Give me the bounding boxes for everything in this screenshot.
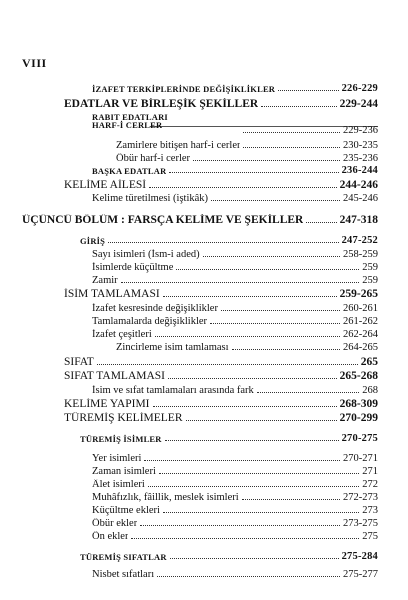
toc-title: Küçültme ekleri — [92, 505, 160, 516]
leader-dots — [121, 282, 360, 283]
toc-pages: 270-299 — [339, 412, 378, 424]
toc-pages: 229-244 — [339, 98, 378, 110]
leader-dots — [221, 310, 340, 311]
toc-entry — [92, 566, 378, 580]
toc-pages: 259 — [362, 275, 378, 286]
leader-dots — [203, 256, 340, 257]
leader-dots — [155, 336, 340, 337]
toc-title: TÜREMİŞ KELİMELER — [64, 412, 183, 424]
leader-dots — [159, 473, 359, 474]
toc-title: Zincirleme isim tamlaması — [116, 342, 229, 353]
toc-entry — [64, 177, 378, 191]
toc-title: Tamlamalarda değişiklikler — [92, 316, 208, 327]
leader-dots — [306, 222, 336, 223]
toc-title: Zaman isimleri — [92, 466, 156, 477]
leader-dots — [163, 296, 337, 297]
toc-pages: 270-275 — [341, 433, 378, 444]
leader-dots — [242, 499, 340, 500]
leader-dots — [157, 576, 340, 577]
toc-entry — [92, 528, 378, 542]
toc-pages: 264-265 — [343, 342, 378, 353]
toc-entry — [92, 162, 378, 176]
toc-title: İSİM TAMLAMASI — [64, 288, 160, 300]
toc-pages: 260-261 — [343, 303, 378, 314]
toc-pages: 259-265 — [339, 288, 378, 300]
toc-entry — [80, 430, 378, 444]
toc-entry — [92, 80, 378, 94]
toc-entry — [64, 286, 378, 300]
toc-entry — [92, 489, 378, 503]
leader-dots — [278, 90, 338, 91]
page-number: VIII — [22, 56, 47, 70]
leader-dots — [149, 187, 337, 188]
toc-pages: 275-277 — [343, 569, 378, 580]
toc-pages: 268-309 — [339, 398, 378, 410]
toc-entry — [92, 476, 378, 490]
toc-pages: 265 — [360, 356, 378, 368]
leader-dots — [148, 486, 359, 487]
toc-title: BAŞKA EDATLAR — [92, 166, 167, 176]
leader-dots — [97, 364, 358, 365]
toc-entry — [64, 368, 378, 382]
toc-entry — [64, 396, 378, 410]
leader-dots — [108, 242, 339, 243]
toc-title: Ön ekler — [92, 531, 129, 542]
leader-dots — [210, 323, 340, 324]
leader-dots — [176, 269, 359, 270]
toc-pages: 275-284 — [341, 551, 378, 562]
toc-title: İsim ve sıfat tamlamaları arasında fark — [92, 385, 254, 396]
toc-title: Sayı isimleri (İsm-i aded) — [92, 249, 200, 260]
toc-entry — [92, 515, 378, 529]
toc-title: Öbür harf-i cerler — [116, 153, 191, 164]
leader-dots — [165, 440, 339, 441]
toc-pages: 226-229 — [341, 83, 378, 94]
toc-title: TÜREMİŞ İSİMLER — [80, 434, 162, 444]
toc-entry — [92, 190, 378, 204]
toc-title: İzafet çeşitleri — [92, 329, 152, 340]
toc-pages: 258-259 — [343, 249, 378, 260]
toc-entry — [92, 259, 378, 273]
toc-pages: 261-262 — [343, 316, 378, 327]
part-heading — [22, 212, 378, 226]
toc-entry — [92, 300, 378, 314]
toc-pages: 244-246 — [339, 179, 378, 191]
toc-title: İZAFET TERKİPLERİNDE DEĞİŞİKLİKLER — [92, 84, 276, 94]
toc-entry — [92, 313, 378, 327]
toc-entry — [92, 382, 378, 396]
leader-dots — [186, 420, 337, 421]
toc-pages: 275 — [362, 531, 378, 542]
toc-title: Öbür ekler — [92, 518, 138, 529]
toc-entry — [64, 410, 378, 424]
leader-dots — [153, 406, 337, 407]
leader-dots — [168, 378, 337, 379]
toc-title: Zamirlere bitişen harf-i cerler — [116, 140, 241, 151]
toc-title: KELİME AİLESİ — [64, 179, 147, 191]
leader-dots — [140, 525, 340, 526]
leader-dots — [261, 106, 336, 107]
toc-pages: 268 — [362, 385, 378, 396]
toc-title: SIFAT TAMLAMASI — [64, 370, 166, 382]
leader-dots — [169, 172, 338, 173]
toc-title: RABIT EDATLARI — [92, 112, 168, 122]
leader-dots — [170, 558, 339, 559]
toc-title: Yer isimleri — [92, 453, 142, 464]
toc-title: Muhâfızlık, fâillik, meslek isimleri — [92, 492, 239, 503]
toc-pages: 271 — [362, 466, 378, 477]
toc-pages: 273 — [362, 505, 378, 516]
toc-pages: 236-244 — [341, 165, 378, 176]
toc-entry — [116, 137, 378, 151]
toc-entry — [92, 116, 242, 130]
toc-entry — [92, 326, 378, 340]
leader-dots — [193, 160, 340, 161]
toc-title: TÜREMİŞ SIFATLAR — [80, 552, 167, 562]
toc-pages: 272 — [362, 479, 378, 490]
toc-title: HARF-İ CERLER — [92, 120, 163, 130]
leader-dots — [243, 147, 340, 148]
toc-title: İsimlerde küçültme — [92, 262, 174, 273]
toc-entry — [80, 232, 378, 246]
leader-dots — [211, 200, 340, 201]
toc-title: GİRİŞ — [80, 236, 106, 246]
toc-pages: 262-264 — [343, 329, 378, 340]
toc-entry — [80, 548, 378, 562]
toc-entry — [92, 272, 378, 286]
toc-pages: 229-236 — [343, 125, 378, 136]
toc-pages: 272-273 — [343, 492, 378, 503]
toc-pages: 259 — [362, 262, 378, 273]
toc-pages: 247-252 — [341, 235, 378, 246]
toc-pages: 273-275 — [343, 518, 378, 529]
leader-dots — [131, 538, 359, 539]
leader-dots — [257, 392, 359, 393]
toc-title: KELİME YAPIMI — [64, 398, 150, 410]
toc-pages: 270-271 — [343, 453, 378, 464]
toc-entry — [116, 339, 378, 353]
toc-title: İzafet kesresinde değişiklikler — [92, 303, 218, 314]
toc-title: SIFAT — [64, 356, 94, 368]
toc-title: Zamir — [92, 275, 118, 286]
toc-entry — [92, 502, 378, 516]
toc-title: Kelime türetilmesi (iştikâk) — [92, 193, 209, 204]
toc-entry-pages — [240, 122, 378, 136]
toc-entry — [64, 354, 378, 368]
leader-dots — [232, 349, 340, 350]
toc-pages: 230-235 — [343, 140, 378, 151]
toc-pages: 247-318 — [339, 214, 378, 226]
toc-pages: 235-236 — [343, 153, 378, 164]
toc-pages: 265-268 — [339, 370, 378, 382]
toc-title: ÜÇÜNCÜ BÖLÜM : FARSÇA KELİME VE ŞEKİLLER — [22, 214, 304, 226]
toc-entry — [92, 463, 378, 477]
toc-entry — [92, 246, 378, 260]
toc-pages: 245-246 — [343, 193, 378, 204]
toc-title: Âlet isimleri — [92, 479, 145, 490]
toc-title: Nisbet sıfatları — [92, 569, 155, 580]
leader-dots — [163, 512, 359, 513]
toc-entry — [92, 450, 378, 464]
leader-dots — [144, 460, 340, 461]
leader-dots — [243, 132, 340, 133]
toc-title: EDATLAR VE BİRLEŞİK ŞEKİLLER — [64, 98, 259, 110]
